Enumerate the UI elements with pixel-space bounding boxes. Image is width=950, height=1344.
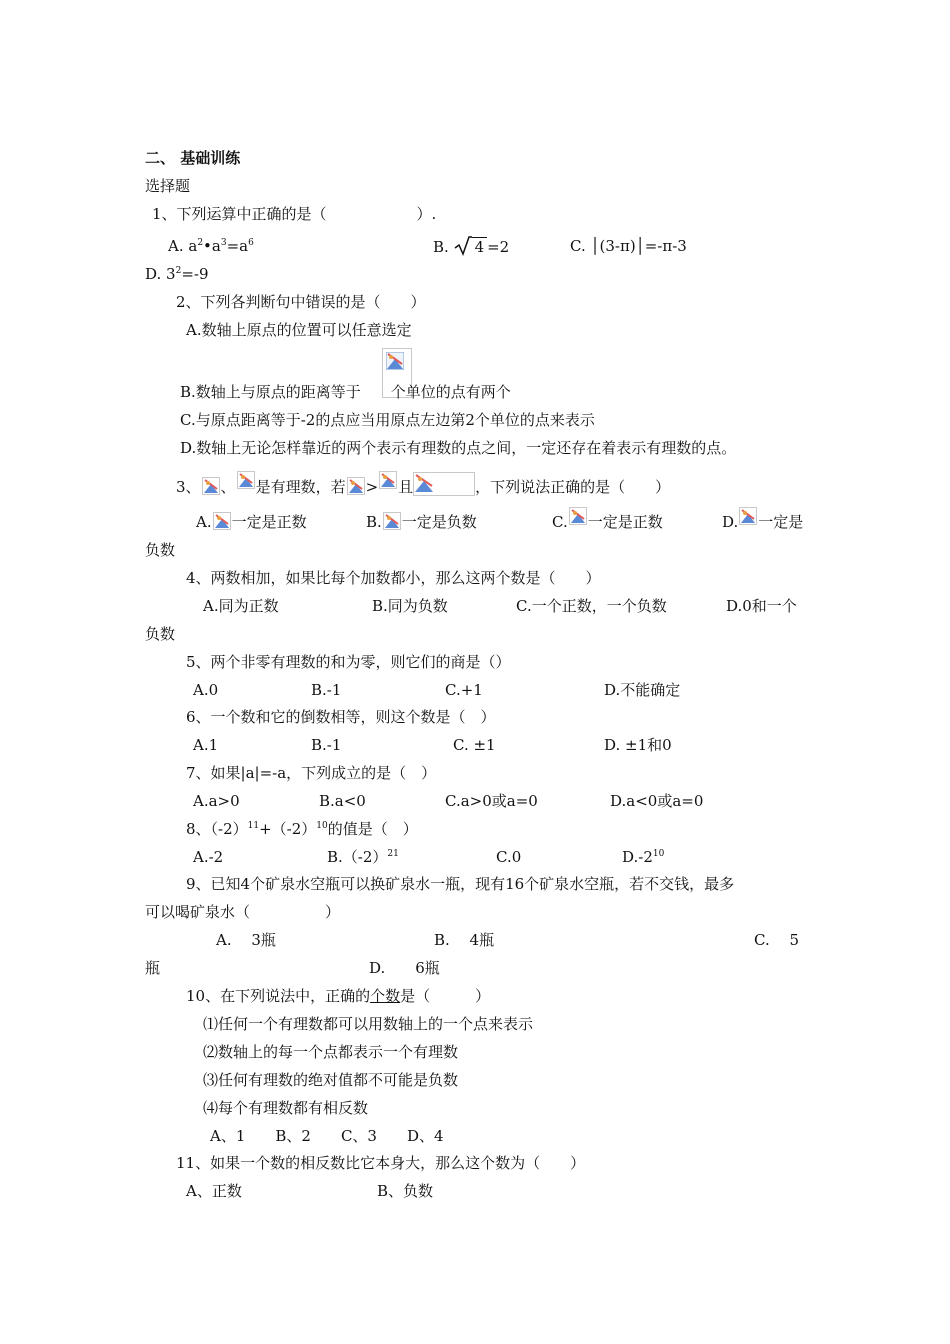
q8-stem: 8、$(-2)^{11}+(-2)^{10}$的值是（ ） <box>186 820 418 838</box>
image-placeholder-icon <box>413 472 475 496</box>
q5-stem: 5、两个非零有理数的和为零，则它们的商是（） <box>186 653 511 671</box>
q8-option-c: C.0 <box>496 848 522 866</box>
q10-options: A、1 B、2 C、3 D、4 <box>210 1127 444 1145</box>
image-placeholder-icon <box>213 512 231 530</box>
q2-option-d: D.数轴上无论怎样靠近的两个表示有理数的点之间，一定还存在着表示有理数的点。 <box>180 439 737 457</box>
q9-stem-cont: 可以喝矿泉水（ ） <box>145 903 341 921</box>
sqrt-symbol: 4 <box>454 236 488 257</box>
q10-stem: 10、在下列说法中，正确的个数是（ ） <box>186 987 491 1005</box>
q2-stem: 2、下列各判断句中错误的是（ ） <box>176 293 426 311</box>
q8-option-b: $B.(-2)^{21}$ <box>327 848 399 866</box>
q3-option-d: D. 一定是 <box>722 512 803 532</box>
image-placeholder-icon <box>379 471 397 489</box>
q11-stem: 11、如果一个数的相反数比它本身大，那么这个数为（ ） <box>176 1154 586 1172</box>
q1-option-c: C. │(3-π)│=-π-3 <box>570 237 687 255</box>
q9-option-c-cont: 瓶 <box>145 959 161 977</box>
q3-option-c: C. 一定是正数 <box>552 512 663 532</box>
q9-option-c: C. 5 <box>754 931 800 949</box>
q7-stem: 7、如果|a|=-a，下列成立的是（ ） <box>186 764 437 782</box>
q6-option-d: D. ±1和0 <box>604 736 672 754</box>
q7-option-b: B.a<0 <box>319 792 366 810</box>
q9-option-b: B. 4瓶 <box>434 931 495 949</box>
q6-option-b: B.-1 <box>311 736 342 754</box>
q10-item: ⑵数轴上的每一个点都表示一个有理数 <box>203 1043 459 1061</box>
q6-option-a: A.1 <box>193 736 219 754</box>
section-title: 二、 基础训练 <box>145 149 241 167</box>
q3-option-b: B. 一定是负数 <box>366 513 477 531</box>
q7-option-d: D.a<0或a=0 <box>610 792 704 810</box>
q1-option-d: D. $3^2=-9$ <box>145 265 209 283</box>
q8-option-d: $D.-2^{10}$ <box>622 848 665 866</box>
q9-option-a: A. 3瓶 <box>216 931 276 949</box>
q10-item: ⑷每个有理数都有相反数 <box>203 1099 369 1117</box>
q3-stem: 3、 、 是有理数，若 > 且 ，下列说法正确的是（ ） <box>176 476 670 500</box>
q4-option-c: C.一个正数，一个负数 <box>516 597 667 615</box>
q5-option-a: A.0 <box>193 681 219 699</box>
section-subtitle: 选择题 <box>145 177 191 195</box>
q9-option-d: D. 6瓶 <box>369 959 440 977</box>
q10-item: ⑴任何一个有理数都可以用数轴上的一个点来表示 <box>203 1015 534 1033</box>
q9-stem: 9、已知4个矿泉水空瓶可以换矿泉水一瓶，现有16个矿泉水空瓶，若不交钱，最多 <box>186 875 735 893</box>
image-placeholder-icon <box>569 507 587 525</box>
q2-option-c: C.与原点距离等于-2的点应当用原点左边第2个单位的点来表示 <box>180 411 595 429</box>
q6-stem: 6、一个数和它的倒数相等，则这个数是（ ） <box>186 708 496 726</box>
q11-option-b: B、负数 <box>377 1182 434 1200</box>
q4-option-a: A.同为正数 <box>203 597 279 615</box>
q4-stem: 4、两数相加，如果比每个加数都小，那么这两个数是（ ） <box>186 569 601 587</box>
q4-option-d-cont: 负数 <box>145 625 176 643</box>
q1-option-a: A. $a^2•a^3=a^6$ <box>168 237 254 255</box>
image-placeholder-icon <box>237 471 255 489</box>
q1-option-b: B. 4 =2 <box>433 238 510 256</box>
image-placeholder-icon <box>383 512 401 530</box>
q2-option-b: B.数轴上与原点的距离等于 个单位的点有两个 <box>180 383 511 401</box>
q6-option-c: C. ±1 <box>453 736 496 754</box>
q3-option-a: A. 一定是正数 <box>196 513 307 531</box>
q1-stem: 1、下列运算中正确的是（ ）. <box>152 205 437 223</box>
q2-option-a: A.数轴上原点的位置可以任意选定 <box>186 321 412 339</box>
q4-option-b: B.同为负数 <box>372 597 448 615</box>
q5-option-c: C.+1 <box>445 681 483 699</box>
image-placeholder-icon <box>347 477 365 495</box>
q7-option-a: A.a>0 <box>193 792 240 810</box>
image-placeholder-icon <box>202 477 220 495</box>
q8-option-a: A.-2 <box>193 848 224 866</box>
q11-option-a: A、正数 <box>186 1182 242 1200</box>
q4-option-d: D.0和一个 <box>726 597 797 615</box>
image-placeholder-icon <box>739 507 757 525</box>
q5-option-b: B.-1 <box>311 681 342 699</box>
q3-option-d-cont: 负数 <box>145 541 176 559</box>
q7-option-c: C.a>0或a=0 <box>445 792 538 810</box>
q10-item: ⑶任何有理数的绝对值都不可能是负数 <box>203 1071 459 1089</box>
q5-option-d: D.不能确定 <box>604 681 681 699</box>
